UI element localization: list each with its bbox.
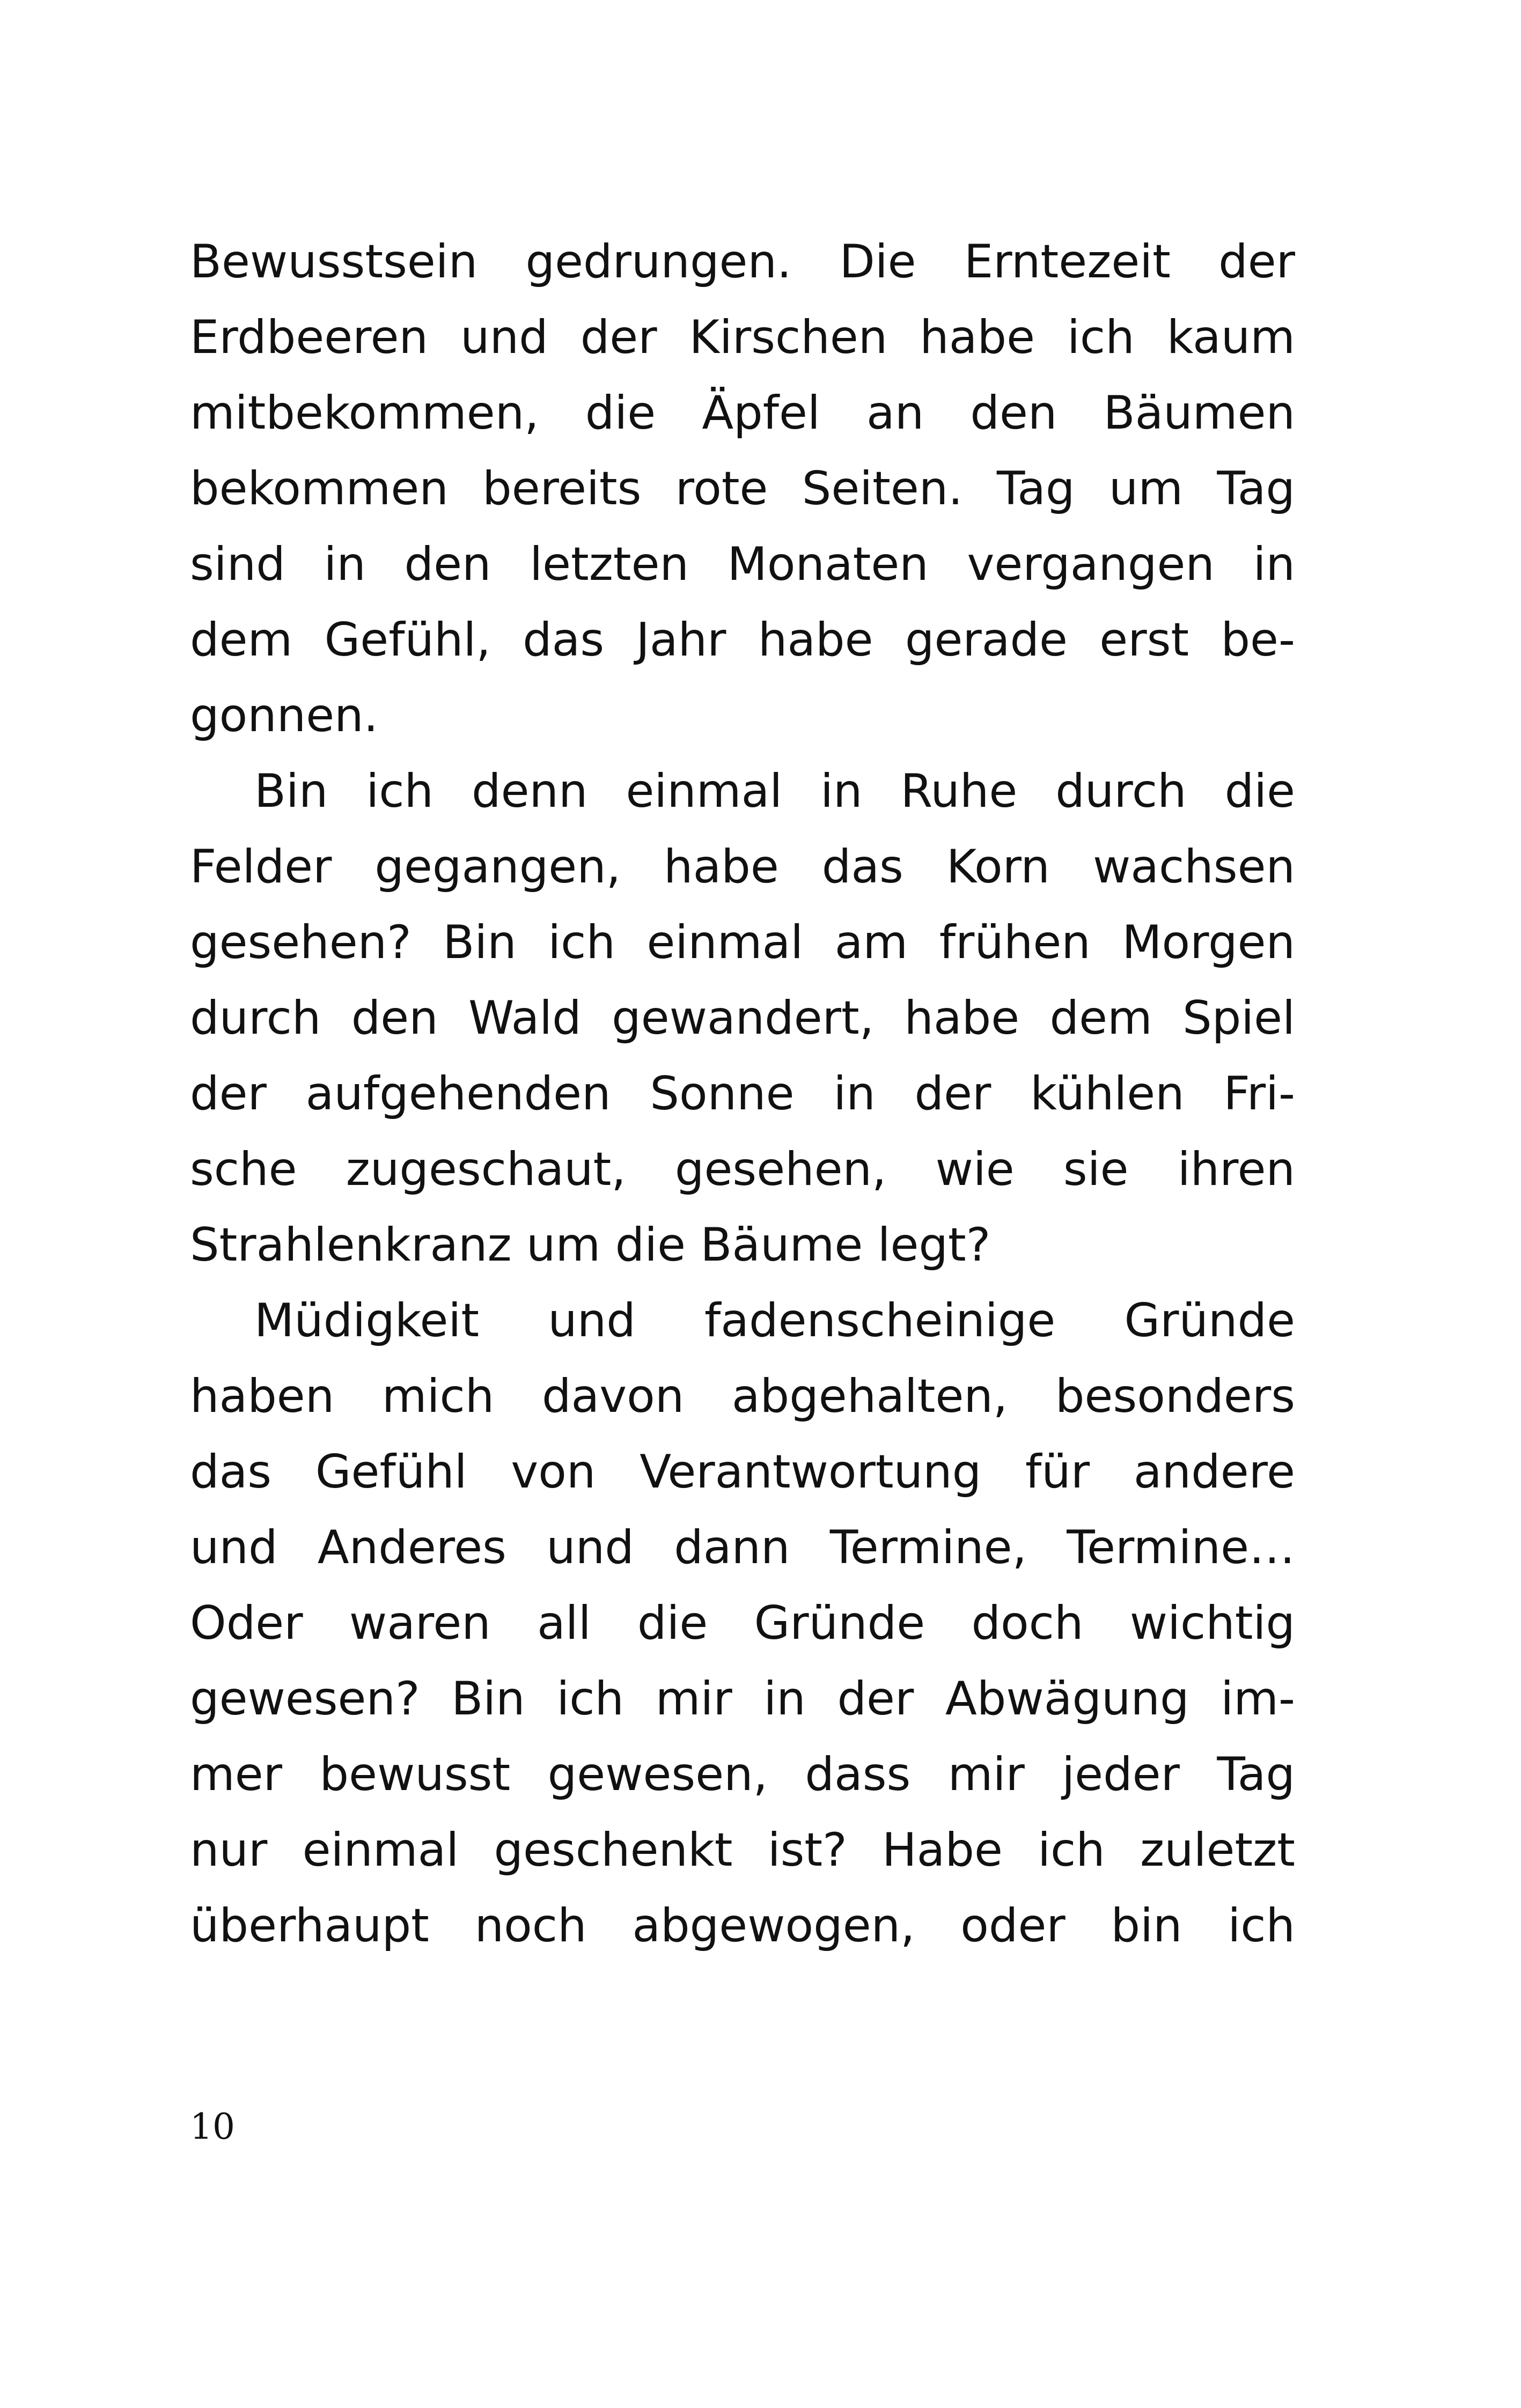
- text-line: gesehen? Bin ich einmal am frühen Morgen: [190, 916, 1295, 969]
- text-line: nur einmal geschenkt ist? Habe ich zuletzt: [190, 1823, 1295, 1877]
- text-line: der aufgehenden Sonne in der kühlen Fri-: [190, 1067, 1295, 1121]
- text-line: das Gefühl von Verantwortung für andere: [190, 1445, 1295, 1499]
- text-line: sind in den letzten Monaten vergangen in: [190, 537, 1295, 591]
- body-text: [190, 224, 1295, 1964]
- paragraph-first-line: Müdigkeit und fadenscheinige Gründe: [254, 1294, 1295, 1347]
- text-line: bekommen bereits rote Seiten. Tag um Tag: [190, 462, 1295, 516]
- text-line: dem Gefühl, das Jahr habe gerade erst be-: [190, 613, 1295, 667]
- text-line: Strahlenkranz um die Bäume legt?: [190, 1218, 991, 1272]
- text-line: gewesen? Bin ich mir in der Abwägung im-: [190, 1672, 1295, 1726]
- text-line: sche zugeschaut, gesehen, wie sie ihren: [190, 1143, 1295, 1196]
- text-line: überhaupt noch abgewogen, oder bin ich: [190, 1899, 1295, 1953]
- text-line: mer bewusst gewesen, dass mir jeder Tag: [190, 1748, 1295, 1801]
- paragraph-first-line: Bin ich denn einmal in Ruhe durch die: [254, 764, 1295, 818]
- text-line: durch den Wald gewandert, habe dem Spiel: [190, 991, 1295, 1045]
- text-line: Erdbeeren und der Kirschen habe ich kaum: [190, 311, 1295, 364]
- text-line: Felder gegangen, habe das Korn wachsen: [190, 840, 1295, 894]
- text-line: haben mich davon abgehalten, besonders: [190, 1369, 1295, 1423]
- text-line: und Anderes und dann Termine, Termine…: [190, 1521, 1295, 1574]
- page-number: 10: [190, 2106, 235, 2147]
- text-line: gonnen.: [190, 689, 378, 742]
- text-line: mitbekommen, die Äpfel an den Bäumen: [190, 386, 1295, 440]
- text-line: Bewusstsein gedrungen. Die Erntezeit der: [190, 235, 1295, 289]
- text-line: Oder waren all die Gründe doch wichtig: [190, 1596, 1295, 1650]
